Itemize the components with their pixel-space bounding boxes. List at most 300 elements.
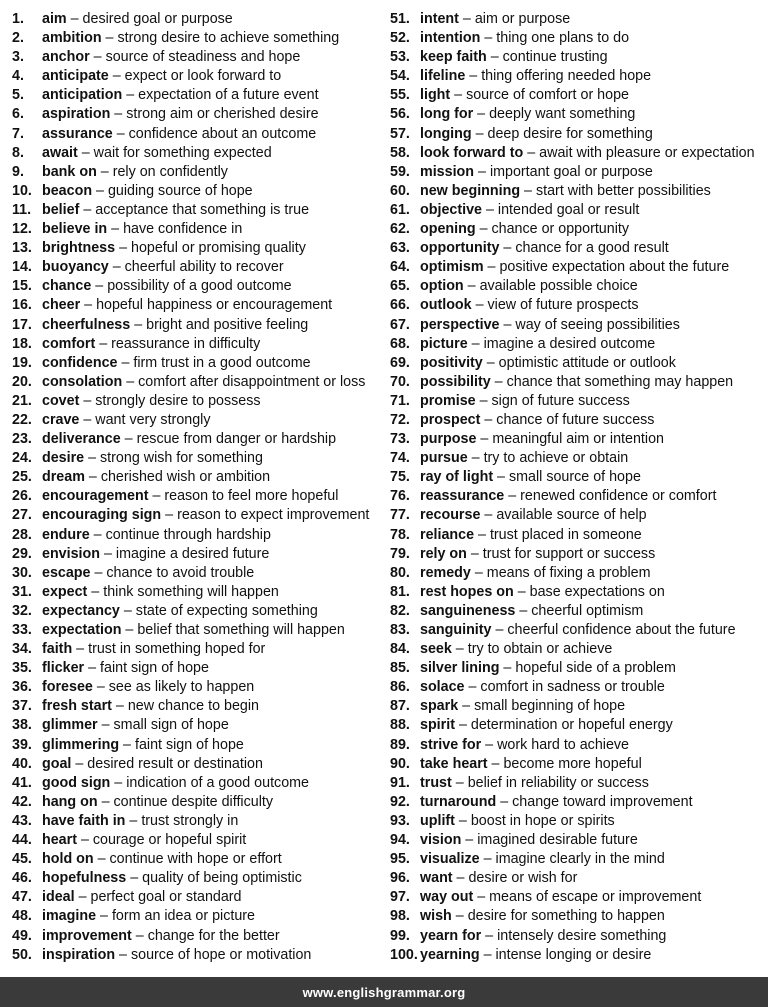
item-term: buoyancy [42, 259, 109, 276]
item-term: believe in [42, 221, 108, 238]
item-number: 13. [12, 240, 32, 257]
item-definition: change for the better [147, 927, 280, 944]
item-separator: – [119, 602, 136, 619]
item-separator: – [480, 411, 497, 428]
item-term: deliverance [42, 431, 121, 448]
item-separator: – [79, 201, 96, 218]
item-term: optimism [420, 259, 484, 276]
item-term: consolation [42, 373, 123, 390]
item-number: 69. [390, 354, 410, 371]
item-definition: have confidence in [123, 221, 243, 238]
item-term: belief [42, 201, 80, 218]
item-definition: optimistic attitude or outlook [498, 354, 676, 371]
item-definition: comfort in sadness or trouble [480, 679, 665, 696]
item-number: 60. [390, 182, 410, 199]
item-separator: – [482, 354, 499, 371]
item-definition: trust placed in someone [489, 526, 642, 543]
item-separator: – [125, 812, 142, 829]
item-term: aspiration [42, 106, 111, 123]
item-separator: – [130, 316, 147, 333]
item-term: anchor [42, 49, 90, 66]
item-term: keep faith [420, 49, 487, 66]
item-number: 27. [12, 507, 32, 524]
item-definition: source of comfort or hope [466, 87, 629, 104]
item-number: 85. [390, 660, 410, 677]
item-separator: – [480, 30, 497, 47]
item-term: sanguinity [420, 622, 492, 638]
item-separator: – [513, 583, 530, 600]
item-number: 31. [12, 583, 32, 600]
item-separator: – [95, 335, 112, 352]
item-definition: strongly desire to possess [95, 392, 261, 409]
item-number: 19. [12, 354, 32, 371]
item-term: heart [42, 832, 77, 849]
item-separator: – [467, 450, 484, 467]
item-term: covet [42, 392, 80, 409]
item-term: want [420, 870, 453, 887]
item-term: longing [420, 125, 472, 142]
item-term: trust [420, 774, 452, 791]
item-definition: way of seeing possibilities [515, 316, 680, 333]
item-separator: – [481, 201, 498, 218]
item-definition: want very strongly [95, 411, 211, 428]
item-number: 84. [390, 641, 410, 658]
item-separator: – [473, 889, 490, 906]
item-definition: continue through hardship [105, 526, 271, 543]
item-number: 30. [12, 564, 32, 581]
item-term: glimmer [42, 717, 98, 734]
item-number: 46. [12, 870, 32, 887]
item-term: cheer [42, 297, 81, 314]
item-separator: – [119, 736, 135, 753]
item-term: expect [42, 583, 88, 600]
item-term: expectancy [42, 602, 120, 619]
item-number: 20. [12, 373, 32, 390]
item-definition: belief that something will happen [137, 622, 345, 638]
item-separator: – [499, 316, 516, 333]
item-definition: hopeful happiness or encouragement [96, 297, 333, 314]
item-number: 15. [12, 278, 32, 295]
item-separator: – [483, 259, 500, 276]
item-term: light [420, 87, 451, 104]
item-term: have faith in [42, 812, 126, 829]
item-separator: – [475, 221, 492, 238]
item-separator: – [111, 698, 128, 715]
item-number: 61. [390, 201, 410, 218]
item-definition: source of steadiness and hope [105, 49, 301, 66]
item-number: 64. [390, 259, 410, 276]
item-number: 32. [12, 602, 32, 619]
item-term: outlook [420, 297, 472, 314]
item-definition: strong wish for something [100, 450, 263, 467]
item-definition: intensely desire something [497, 927, 667, 944]
item-term: hang on [42, 793, 98, 810]
item-definition: new chance to begin [127, 698, 259, 715]
item-number: 47. [12, 889, 32, 906]
item-definition: courage or hopeful spirit [92, 832, 247, 849]
item-term: improvement [42, 927, 132, 944]
item-separator: – [77, 144, 94, 161]
item-separator: – [499, 240, 516, 257]
item-term: hopefulness [42, 870, 127, 887]
item-number: 33. [12, 622, 32, 638]
item-term: reliance [420, 526, 475, 543]
item-separator: – [467, 335, 484, 352]
item-number: 88. [390, 717, 410, 734]
item-number: 97. [390, 889, 410, 906]
item-separator: – [71, 755, 88, 772]
item-definition: deeply want something [489, 106, 636, 123]
item-separator: – [458, 11, 475, 27]
item-term: anticipate [42, 68, 109, 85]
item-definition: indication of a good outcome [126, 774, 310, 791]
item-separator: – [479, 946, 496, 963]
item-number: 94. [390, 832, 410, 849]
item-definition: cheerful optimism [531, 602, 644, 619]
item-number: 63. [390, 240, 410, 257]
item-number: 2. [12, 30, 24, 47]
item-separator: – [101, 30, 118, 47]
item-number: 93. [390, 812, 410, 829]
item-definition: small sign of hope [113, 717, 229, 734]
item-term: rest hopes on [420, 583, 514, 600]
item-separator: – [480, 507, 497, 524]
item-definition: view of future prospects [487, 297, 639, 314]
item-definition: renewed confidence or comfort [520, 488, 717, 505]
item-number: 87. [390, 698, 410, 715]
item-definition: hopeful side of a problem [515, 660, 676, 677]
item-term: good sign [42, 774, 111, 791]
item-number: 24. [12, 450, 32, 467]
item-term: expectation [42, 622, 122, 638]
item-term: recourse [420, 507, 481, 524]
item-definition: aim or purpose [474, 11, 571, 27]
item-number: 11. [12, 201, 32, 218]
item-number: 52. [390, 30, 410, 47]
item-definition: rescue from danger or hardship [136, 431, 337, 448]
item-separator: – [473, 106, 490, 123]
item-definition: chance or opportunity [491, 221, 629, 238]
item-definition: confidence about an outcome [128, 125, 317, 142]
item-term: assurance [42, 125, 113, 142]
item-definition: guiding source of hope [107, 182, 253, 199]
item-separator: – [74, 889, 91, 906]
item-definition: chance to avoid trouble [106, 564, 255, 581]
item-term: objective [420, 201, 482, 218]
item-separator: – [112, 125, 129, 142]
item-number: 28. [12, 526, 32, 543]
item-number: 18. [12, 335, 32, 352]
item-number: 89. [390, 736, 410, 753]
item-separator: – [486, 49, 503, 66]
item-separator: – [92, 182, 108, 199]
item-separator: – [108, 68, 125, 85]
word-list [0, 10, 768, 965]
item-number: 67. [390, 316, 410, 333]
item-number: 34. [12, 641, 32, 658]
item-definition: await with pleasure or expectation [539, 144, 755, 161]
item-number: 48. [12, 908, 32, 925]
item-number: 16. [12, 297, 32, 314]
item-definition: cherished wish or ambition [100, 469, 271, 486]
item-term: hold on [42, 851, 94, 868]
item-definition: boost in hope or spirits [470, 812, 615, 829]
item-separator: – [465, 68, 482, 85]
item-term: long for [420, 106, 474, 123]
item-separator: – [471, 125, 488, 142]
item-separator: – [451, 774, 468, 791]
item-definition: reassurance in difficulty [111, 335, 261, 352]
item-separator: – [479, 851, 496, 868]
item-definition: important goal or purpose [489, 163, 653, 180]
item-number: 72. [390, 411, 410, 428]
item-term: faith [42, 641, 73, 658]
item-number: 29. [12, 545, 32, 562]
item-definition: thing one plans to do [496, 30, 630, 47]
item-number: 96. [390, 870, 410, 887]
item-number: 25. [12, 469, 32, 486]
item-separator: – [84, 469, 101, 486]
item-separator: – [108, 259, 125, 276]
item-separator: – [481, 927, 498, 944]
item-separator: – [96, 163, 113, 180]
item-term: escape [42, 564, 91, 581]
item-number: 83. [390, 622, 410, 638]
item-separator: – [107, 221, 124, 238]
item-definition: strong desire to achieve something [117, 30, 340, 47]
item-number: 91. [390, 774, 410, 791]
item-definition: sign of future success [491, 392, 630, 409]
item-number: 1. [12, 11, 24, 27]
item-number: 36. [12, 679, 32, 696]
item-separator: – [504, 488, 521, 505]
item-term: flicker [42, 660, 85, 677]
item-number: 57. [390, 125, 410, 142]
item-number: 65. [390, 278, 410, 295]
item-number: 79. [390, 545, 410, 562]
item-term: reassurance [420, 488, 505, 505]
item-separator: – [79, 392, 96, 409]
item-separator: – [100, 545, 116, 562]
item-term: uplift [420, 812, 455, 829]
item-definition: belief in reliability or success [467, 774, 649, 791]
item-definition: state of expecting something [135, 602, 318, 619]
item-definition: base expectations on [529, 583, 665, 600]
item-definition: comfort after disappointment or loss [138, 373, 366, 390]
item-number: 82. [390, 602, 410, 619]
item-term: solace [420, 679, 465, 696]
item-term: ray of light [420, 469, 494, 486]
item-term: yearning [420, 946, 480, 963]
item-number: 77. [390, 507, 410, 524]
item-term: strive for [420, 736, 482, 753]
item-number: 44. [12, 832, 32, 849]
item-separator: – [117, 354, 134, 371]
item-number: 71. [390, 392, 410, 409]
item-number: 98. [390, 908, 410, 925]
item-definition: small source of hope [508, 469, 641, 486]
item-definition: faint sign of hope [134, 736, 244, 753]
item-separator: – [97, 793, 114, 810]
item-definition: possibility of a good outcome [107, 278, 292, 295]
item-term: inspiration [42, 946, 116, 963]
footer-bar [0, 977, 768, 1007]
item-definition: cheerful confidence about the future [507, 622, 736, 638]
item-separator: – [115, 240, 131, 257]
footer-url[interactable]: www.englishgrammar.org [302, 984, 466, 1000]
item-number: 26. [12, 488, 32, 505]
item-term: imagine [42, 908, 97, 925]
item-number: 6. [12, 106, 24, 123]
item-term: opportunity [420, 240, 500, 257]
item-number: 74. [390, 450, 410, 467]
item-definition: means of escape or improvement [489, 889, 702, 906]
item-definition: firm trust in a good outcome [133, 354, 311, 371]
item-number: 70. [390, 373, 410, 390]
item-term: encouraging sign [42, 507, 162, 524]
item-separator: – [454, 812, 471, 829]
item-term: silver lining [420, 660, 500, 677]
item-separator: – [475, 392, 492, 409]
item-definition: wait for something expected [93, 144, 272, 161]
item-separator: – [115, 946, 131, 963]
item-term: intention [420, 30, 481, 47]
item-definition: think something will happen [103, 583, 279, 600]
item-separator: – [79, 411, 96, 428]
item-separator: – [126, 870, 143, 887]
item-separator: – [122, 87, 139, 104]
item-separator: – [481, 736, 498, 753]
item-separator: – [493, 469, 509, 486]
item-definition: rely on confidently [112, 163, 228, 180]
item-separator: – [110, 106, 127, 123]
item-number: 49. [12, 927, 32, 944]
item-separator: – [451, 908, 468, 925]
item-separator: – [87, 583, 104, 600]
item-definition: reason to feel more hopeful [164, 488, 339, 505]
item-separator: – [90, 564, 107, 581]
item-term: comfort [42, 335, 96, 352]
item-separator: – [72, 641, 89, 658]
item-number: 100. [390, 946, 418, 963]
item-definition: chance for a good result [515, 240, 669, 257]
item-definition: continue despite difficulty [113, 793, 273, 810]
item-definition: available possible choice [479, 278, 638, 295]
item-definition: hopeful or promising quality [131, 240, 306, 257]
item-number: 8. [12, 144, 24, 161]
item-separator: – [515, 602, 532, 619]
item-separator: – [491, 622, 508, 638]
item-separator: – [454, 717, 471, 734]
item-term: anticipation [42, 87, 123, 104]
item-term: seek [420, 641, 452, 658]
item-term: mission [420, 163, 475, 180]
item-term: spirit [420, 717, 455, 734]
item-definition: imagined desirable future [477, 832, 638, 849]
item-number: 86. [390, 679, 410, 696]
item-definition: acceptance that something is true [95, 201, 310, 218]
item-term: vision [420, 832, 462, 849]
item-number: 56. [390, 106, 410, 123]
item-separator: – [458, 698, 475, 715]
item-definition: strong aim or cherished desire [126, 106, 319, 123]
item-term: intent [420, 11, 459, 27]
item-separator: – [92, 679, 109, 696]
item-definition: imagine a desired future [115, 545, 270, 562]
item-number: 12. [12, 221, 32, 238]
item-separator: – [474, 163, 490, 180]
item-term: fresh start [42, 698, 112, 715]
item-number: 14. [12, 259, 32, 276]
item-separator: – [84, 450, 101, 467]
item-separator: – [122, 373, 139, 390]
item-number: 99. [390, 927, 410, 944]
item-number: 5. [12, 87, 24, 104]
item-term: beacon [42, 182, 93, 199]
item-definition: see as likely to happen [108, 679, 255, 696]
item-definition: intense longing or desire [495, 946, 652, 963]
item-separator: – [450, 87, 467, 104]
item-definition: reason to expect improvement [177, 507, 370, 524]
item-definition: intended goal or result [497, 201, 640, 218]
item-definition: imagine a desired outcome [483, 335, 656, 352]
item-separator: – [461, 832, 478, 849]
item-term: option [420, 278, 464, 295]
item-number: 62. [390, 221, 410, 238]
item-separator: – [131, 927, 148, 944]
item-definition: desired result or destination [87, 755, 263, 772]
item-number: 92. [390, 793, 410, 810]
item-term: ideal [42, 889, 75, 906]
item-definition: chance that something may happen [506, 373, 734, 390]
item-term: rely on [420, 545, 467, 562]
item-definition: chance of future success [496, 411, 655, 428]
item-definition: bright and positive feeling [146, 316, 309, 333]
item-term: purpose [420, 431, 477, 448]
item-number: 35. [12, 660, 32, 677]
item-separator: – [89, 526, 106, 543]
item-number: 51. [390, 11, 410, 27]
item-number: 40. [12, 755, 32, 772]
item-term: remedy [420, 564, 471, 581]
item-number: 59. [390, 163, 410, 180]
item-term: glimmering [42, 736, 120, 753]
item-separator: – [80, 297, 97, 314]
item-definition: imagine clearly in the mind [495, 851, 665, 868]
item-number: 22. [12, 411, 32, 428]
item-definition: cheerful ability to recover [124, 259, 284, 276]
item-definition: continue with hope or effort [109, 851, 282, 868]
item-term: goal [42, 755, 72, 772]
item-separator: – [463, 278, 480, 295]
item-definition: positive expectation about the future [499, 259, 730, 276]
item-separator: – [148, 488, 165, 505]
item-separator: – [496, 793, 513, 810]
item-term: bank on [42, 163, 97, 180]
item-number: 95. [390, 851, 410, 868]
item-definition: meaningful aim or intention [492, 431, 664, 448]
item-definition: quality of being optimistic [142, 870, 302, 887]
item-term: promise [420, 392, 476, 409]
item-number: 81. [390, 583, 410, 600]
item-definition: faint sign of hope [100, 660, 209, 677]
item-number: 90. [390, 755, 410, 772]
item-separator: – [466, 545, 483, 562]
item-term: dream [42, 469, 85, 486]
item-separator: – [66, 11, 83, 27]
item-definition: desired goal or purpose [82, 11, 233, 27]
item-definition: change toward improvement [512, 793, 693, 810]
